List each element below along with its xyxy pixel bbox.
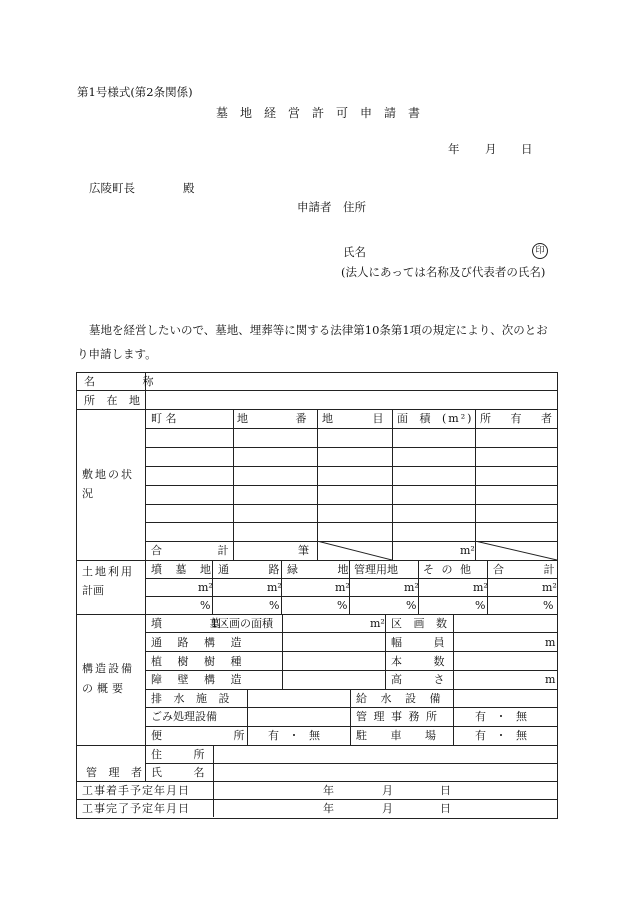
yes-no-parking: 有 ・ 無 [475, 729, 527, 742]
label-land-use-2: 計画 [82, 584, 104, 597]
label-wall-structure: 障 壁 構 造 [151, 673, 242, 686]
label-tree-count: 本 数 [391, 655, 445, 668]
form-number: 第1号様式(第2条関係) [77, 85, 193, 99]
start-year: 年 [323, 784, 334, 797]
col-management-land: 管理用地 [354, 563, 398, 576]
col-green: 緑 地 [287, 563, 349, 576]
label-manager-name: 氏 名 [151, 766, 205, 779]
yes-no-office: 有 ・ 無 [475, 710, 527, 723]
label-plot-area: 1区画の面積 [211, 617, 273, 630]
col-town-name: 町 名 [151, 412, 177, 425]
label-manager-address: 住 所 [151, 748, 205, 761]
unit-meter: m [545, 673, 556, 686]
col-lot-number: 地 番 [237, 412, 307, 425]
col-land-category: 地 目 [322, 412, 384, 425]
yes-no-toilet: 有 ・ 無 [268, 729, 320, 742]
name-label: 氏名 [343, 245, 366, 259]
unit-percent: % [543, 599, 554, 612]
label-water-supply: 給 水 設 備 [356, 692, 441, 705]
col-grave-land: 墳 墓 地 [151, 563, 213, 576]
label-garbage: ごみ処理設備 [151, 710, 217, 723]
label-site-status-1: 敷地の状 [82, 468, 134, 481]
unit-percent: % [406, 599, 417, 612]
unit-area: m² [198, 581, 213, 594]
label-section-count: 区 画 数 [391, 617, 449, 630]
applicant-label: 申請者 [297, 200, 332, 214]
honorific: 殿 [183, 181, 195, 195]
label-structure-1: 構造設備 [82, 662, 134, 675]
label-toilet: 便 所 [151, 729, 245, 742]
label-land-use-1: 土地利用 [82, 565, 134, 578]
label-office: 管 理 事 務 所 [356, 710, 437, 723]
label-parking: 駐 車 場 [356, 729, 436, 742]
body-text-line1: 墓地を経営したいので、墓地、埋葬等に関する法律第10条第1項の規定により、次のとお [89, 323, 548, 337]
unit-area: m² [460, 544, 475, 557]
end-month: 月 [382, 802, 393, 815]
unit-parcel: 筆 [298, 544, 309, 557]
label-height: 高 さ [391, 673, 445, 686]
unit-percent: % [337, 599, 348, 612]
label-site-status-2: 況 [82, 487, 93, 500]
date-month-label: 月 [485, 142, 497, 156]
diagonal-slash [317, 541, 392, 560]
seal-mark: 印 [532, 242, 548, 259]
col-owner: 所 有 者 [480, 412, 554, 425]
unit-percent: % [200, 599, 211, 612]
unit-area: m² [404, 581, 419, 594]
label-start-date: 工事着手予定年月日 [82, 784, 190, 797]
label-name: 名 称 [84, 375, 176, 388]
date-year-label: 年 [448, 142, 460, 156]
label-grave: 墳 墓 [151, 617, 221, 630]
start-month: 月 [382, 784, 393, 797]
corporation-note: (法人にあっては名称及び代表者の氏名) [341, 265, 546, 279]
label-tree-species: 植 樹 樹 種 [151, 655, 242, 668]
col-other: そ の 他 [423, 563, 473, 576]
label-total: 合 計 [151, 544, 229, 557]
form-title: 墓地経営許可申請書 [216, 106, 433, 120]
start-day: 日 [440, 784, 451, 797]
unit-area: m² [542, 581, 557, 594]
unit-area: m² [370, 617, 385, 630]
end-year: 年 [323, 802, 334, 815]
unit-percent: % [269, 599, 280, 612]
col-path: 通 路 [218, 563, 280, 576]
diagonal-slash [475, 541, 557, 560]
end-day: 日 [440, 802, 451, 815]
label-manager: 管 理 者 [86, 766, 142, 779]
label-end-date: 工事完了予定年月日 [82, 802, 190, 815]
unit-area: m² [473, 581, 488, 594]
unit-meter: m [545, 636, 556, 649]
address-label: 住所 [343, 200, 366, 214]
col-sum: 合 計 [493, 563, 555, 576]
date-day-label: 日 [521, 142, 533, 156]
label-structure-2: の概要 [82, 682, 127, 695]
unit-percent: % [475, 599, 486, 612]
unit-area: m² [335, 581, 350, 594]
label-path-structure: 通 路 構 造 [151, 636, 242, 649]
addressee: 広陵町長 [89, 181, 135, 195]
label-location: 所 在 地 [84, 394, 144, 407]
unit-area: m² [267, 581, 282, 594]
label-width: 幅 員 [391, 636, 445, 649]
col-area: 面 積 (m²) [397, 412, 474, 425]
label-drainage: 排 水 施 設 [151, 692, 230, 705]
body-text-line2: り申請します。 [77, 347, 157, 361]
